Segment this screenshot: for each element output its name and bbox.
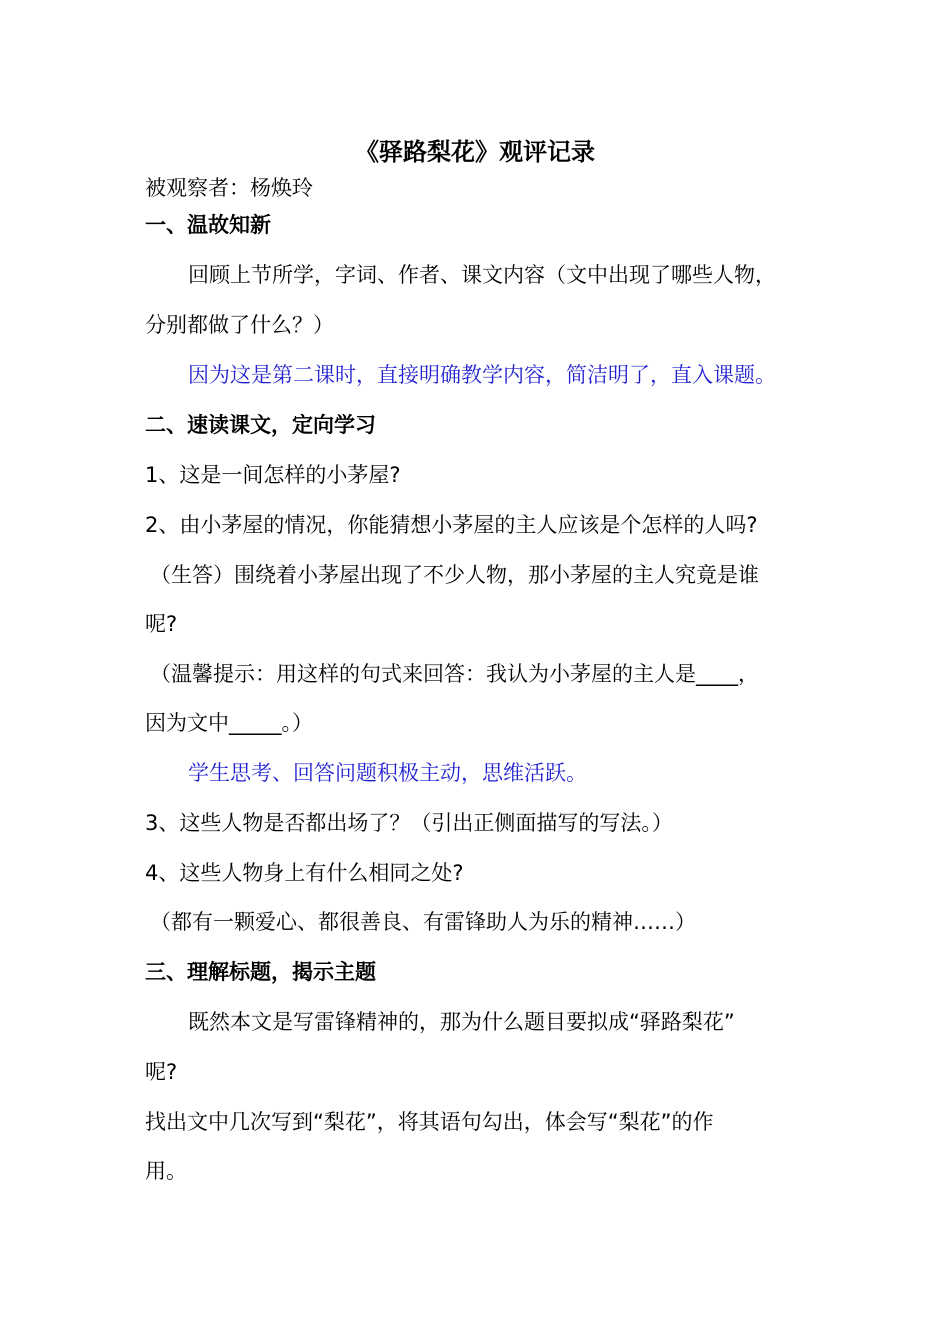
section-3-line-2: 呢? <box>145 1060 178 1084</box>
section-2-line-9: （都有一颗爱心、都很善良、有雷锋助人为乐的精神……） <box>150 910 696 934</box>
document-title: 《驿路梨花》观评记录 <box>355 138 595 166</box>
section-2-line-8: 4、这些人物身上有什么相同之处? <box>145 861 464 885</box>
section-1-line-2: 分别都做了什么？） <box>145 313 334 337</box>
section-2-line-3: （生答）围绕着小茅屋出现了不少人物，那小茅屋的主人究竟是谁 <box>150 563 759 587</box>
observed-label: 被观察者：杨焕玲 <box>145 176 313 200</box>
section-2-heading: 二、速读课文，定向学习 <box>145 413 376 437</box>
section-3-line-1: 既然本文是写雷锋精神的，那为什么题目要拟成“驿路梨花” <box>188 1010 735 1034</box>
section-2-line-5: （温馨提示：用这样的句式来回答：我认为小茅屋的主人是____， <box>150 662 759 686</box>
section-1-heading: 一、温故知新 <box>145 213 271 237</box>
section-1-line-1: 回顾上节所学，字词、作者、课文内容（文中出现了哪些人物， <box>188 263 776 287</box>
section-3-line-3: 找出文中几次写到“梨花”，将其语句勾出，体会写“梨花”的作 <box>145 1110 714 1134</box>
section-2-line-4: 呢? <box>145 612 178 636</box>
section-3-line-4: 用。 <box>145 1159 187 1183</box>
section-2-comment: 学生思考、回答问题积极主动，思维活跃。 <box>188 761 587 785</box>
section-1-comment: 因为这是第二课时，直接明确教学内容，简洁明了，直入课题。 <box>188 363 776 387</box>
section-2-line-1: 1、这是一间怎样的小茅屋? <box>145 463 401 487</box>
section-2-line-6: 因为文中_____。） <box>145 711 313 735</box>
section-2-line-7: 3、这些人物是否都出场了？（引出正侧面描写的写法。） <box>145 811 673 835</box>
section-3-heading: 三、理解标题，揭示主题 <box>145 960 376 984</box>
section-2-line-2: 2、由小茅屋的情况，你能猜想小茅屋的主人应该是个怎样的人吗? <box>145 513 758 537</box>
